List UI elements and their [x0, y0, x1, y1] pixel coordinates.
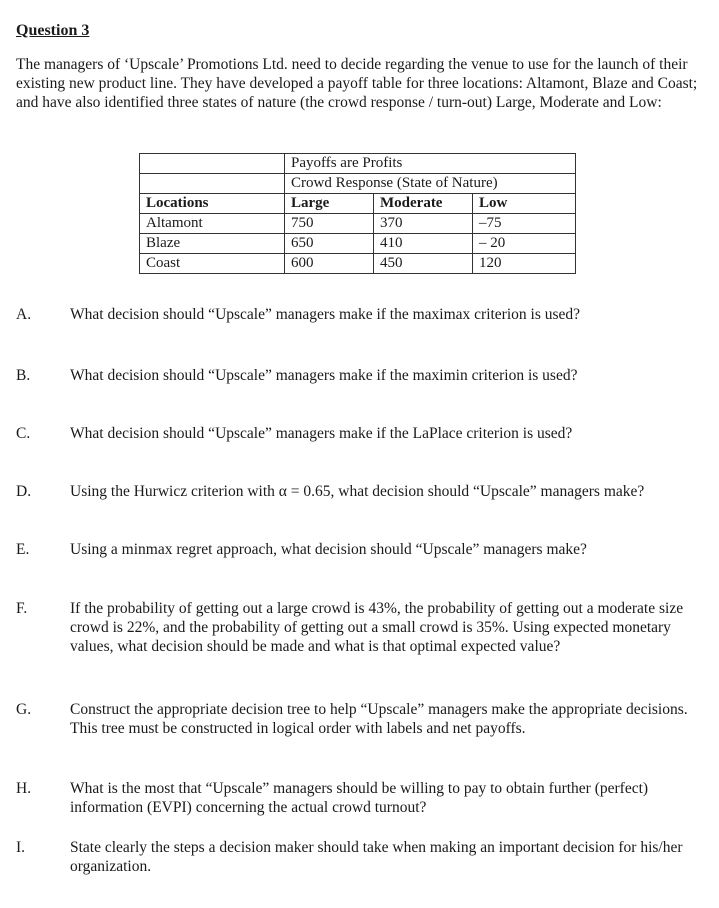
cell-low: – 20	[473, 234, 576, 254]
question-letter: B.	[16, 367, 31, 384]
question-text: Construct the appropriate decision tree to help “Upscale” managers make the appropriate decisions. This tree must be constructed in logical order with labels and net payoffs.	[70, 701, 688, 737]
question-letter: D.	[16, 483, 32, 500]
payoff-table	[139, 153, 576, 274]
question-letter: A.	[16, 306, 32, 323]
col-header-low: Low	[473, 194, 576, 214]
question-letter: E.	[16, 541, 30, 558]
table-title-2: Crowd Response (State of Nature)	[285, 174, 576, 194]
question-heading: Question 3	[16, 22, 90, 39]
table-blank-cell	[140, 174, 285, 194]
table-title-1: Payoffs are Profits	[285, 154, 576, 174]
question-text: State clearly the steps a decision maker should take when making an important decision for his/her organization.	[70, 839, 683, 875]
cell-large: 600	[285, 254, 374, 274]
cell-large: 650	[285, 234, 374, 254]
question-text: What decision should “Upscale” managers make if the maximin criterion is used?	[70, 367, 578, 384]
cell-moderate: 450	[374, 254, 473, 274]
question-text: If the probability of getting out a large crowd is 43%, the probability of getting out a moderate size crowd is 22%, and the probability of getting out a small crowd is 35%. Using expected monetary values, what decision should be made and what is that optimal expected value?	[70, 600, 684, 655]
table-row	[140, 214, 576, 234]
question-letter: C.	[16, 425, 31, 442]
question-letter: F.	[16, 600, 28, 617]
question-text: Using the Hurwicz criterion with α = 0.65, what decision should “Upscale” managers make?	[70, 483, 645, 500]
question-text: What decision should “Upscale” managers make if the LaPlace criterion is used?	[70, 425, 573, 442]
intro-paragraph: The managers of ‘Upscale’ Promotions Ltd. need to decide regarding the venue to use for the launch of their existing new product line. They have developed a payoff table for three locations: Altamont, Blaze and Coast; and have also identified three states of nature (the crowd response / turn-out) Large, Moderate and Low:	[16, 56, 698, 111]
table-title-row	[140, 154, 576, 174]
question-text: What decision should “Upscale” managers make if the maximax criterion is used?	[70, 306, 581, 323]
cell-location: Coast	[140, 254, 285, 274]
cell-location: Altamont	[140, 214, 285, 234]
cell-low: –75	[473, 214, 576, 234]
col-header-locations: Locations	[140, 194, 285, 214]
cell-moderate: 410	[374, 234, 473, 254]
question-letter: H.	[16, 780, 32, 797]
table-row	[140, 254, 576, 274]
table-title-row	[140, 174, 576, 194]
table-blank-cell	[140, 154, 285, 174]
col-header-moderate: Moderate	[374, 194, 473, 214]
cell-location: Blaze	[140, 234, 285, 254]
question-letter: I.	[16, 839, 26, 856]
table-row	[140, 234, 576, 254]
cell-large: 750	[285, 214, 374, 234]
cell-moderate: 370	[374, 214, 473, 234]
col-header-large: Large	[285, 194, 374, 214]
question-text: Using a minmax regret approach, what decision should “Upscale” managers make?	[70, 541, 587, 558]
question-letter: G.	[16, 701, 32, 718]
question-text: What is the most that “Upscale” managers should be willing to pay to obtain further (perfect) information (EVPI) concerning the actual crowd turnout?	[70, 780, 649, 816]
cell-low: 120	[473, 254, 576, 274]
table-header-row	[140, 194, 576, 214]
